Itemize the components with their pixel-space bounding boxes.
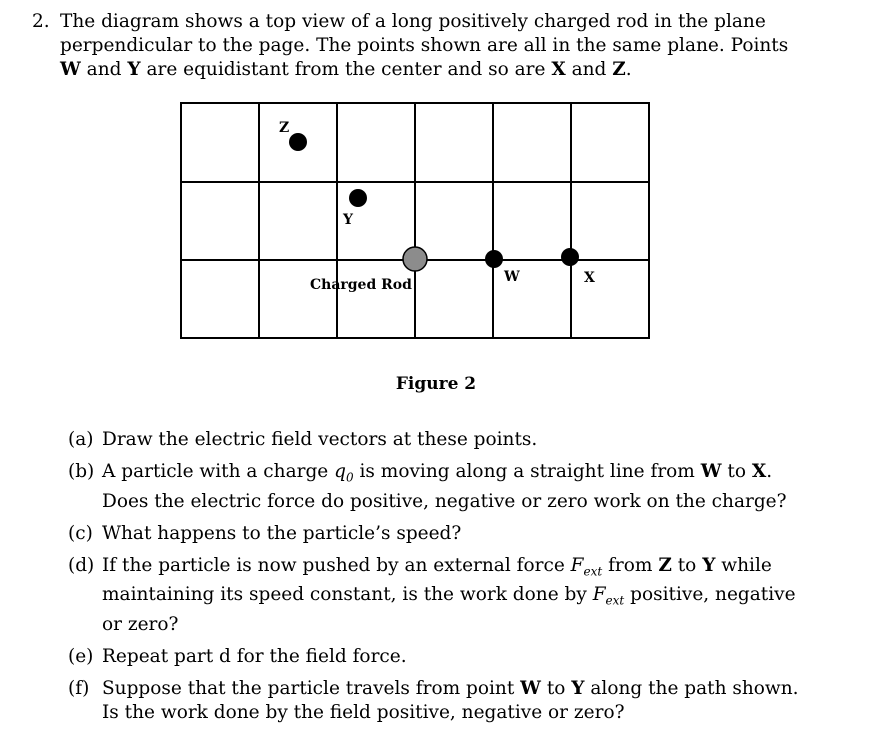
label-charged-rod: Charged Rod	[310, 277, 412, 293]
part-label: (c)	[68, 522, 93, 544]
point-x	[561, 248, 579, 266]
part-c: (c) What happens to the particle’s speed?	[68, 522, 462, 544]
part-label: (d)	[68, 554, 95, 576]
point-y	[349, 189, 367, 207]
force-ext: $F_{ext}$	[592, 584, 625, 609]
charged-rod	[403, 247, 427, 271]
charge-q0: $q_0$	[334, 461, 354, 485]
part-label: (f)	[68, 678, 90, 700]
label-x: X	[584, 270, 595, 286]
label-w: W	[504, 269, 520, 285]
force-ext: $F_{ext}$	[570, 554, 603, 579]
part-label: (a)	[68, 429, 94, 450]
part-b: (b) A particle with a charge $q_0$ is moving along a straight line from W to X. Does the electric force do positive, negative or zero work on the charge?	[68, 461, 787, 512]
part-label: (b)	[68, 461, 95, 482]
problem-number: 2.	[32, 11, 50, 32]
question-parts	[68, 428, 818, 733]
label-y: Y	[343, 212, 353, 228]
label-z: Z	[279, 120, 290, 136]
part-d: (d) If the particle is now pushed by an external force $F_{ext}$ from Z to Y while maintaining its speed constant, is the work done by $F_{ext}$ positive, negative or zero?	[68, 554, 796, 636]
part-label: (e)	[68, 646, 94, 668]
grid	[181, 103, 649, 338]
problem-2	[32, 10, 812, 82]
part-a: (a) Draw the electric field vectors at these points.	[68, 429, 538, 450]
part-f: (f) Suppose that the particle travels from point W to Y along the path shown. Is the work done by the field positive, negative or zero?	[68, 678, 799, 724]
point-w	[485, 250, 503, 268]
part-e: (e) Repeat part d for the field force.	[68, 646, 407, 668]
figure-2-diagram	[180, 102, 652, 342]
problem-stem: The diagram shows a top view of a long positively charged rod in the plane perpendicular to the page. The points shown are all in the same plane. Points W and Y are equidistant from the center and so are X and Z.	[60, 11, 789, 80]
figure-caption: Figure 2	[395, 374, 477, 394]
point-z	[289, 133, 307, 151]
